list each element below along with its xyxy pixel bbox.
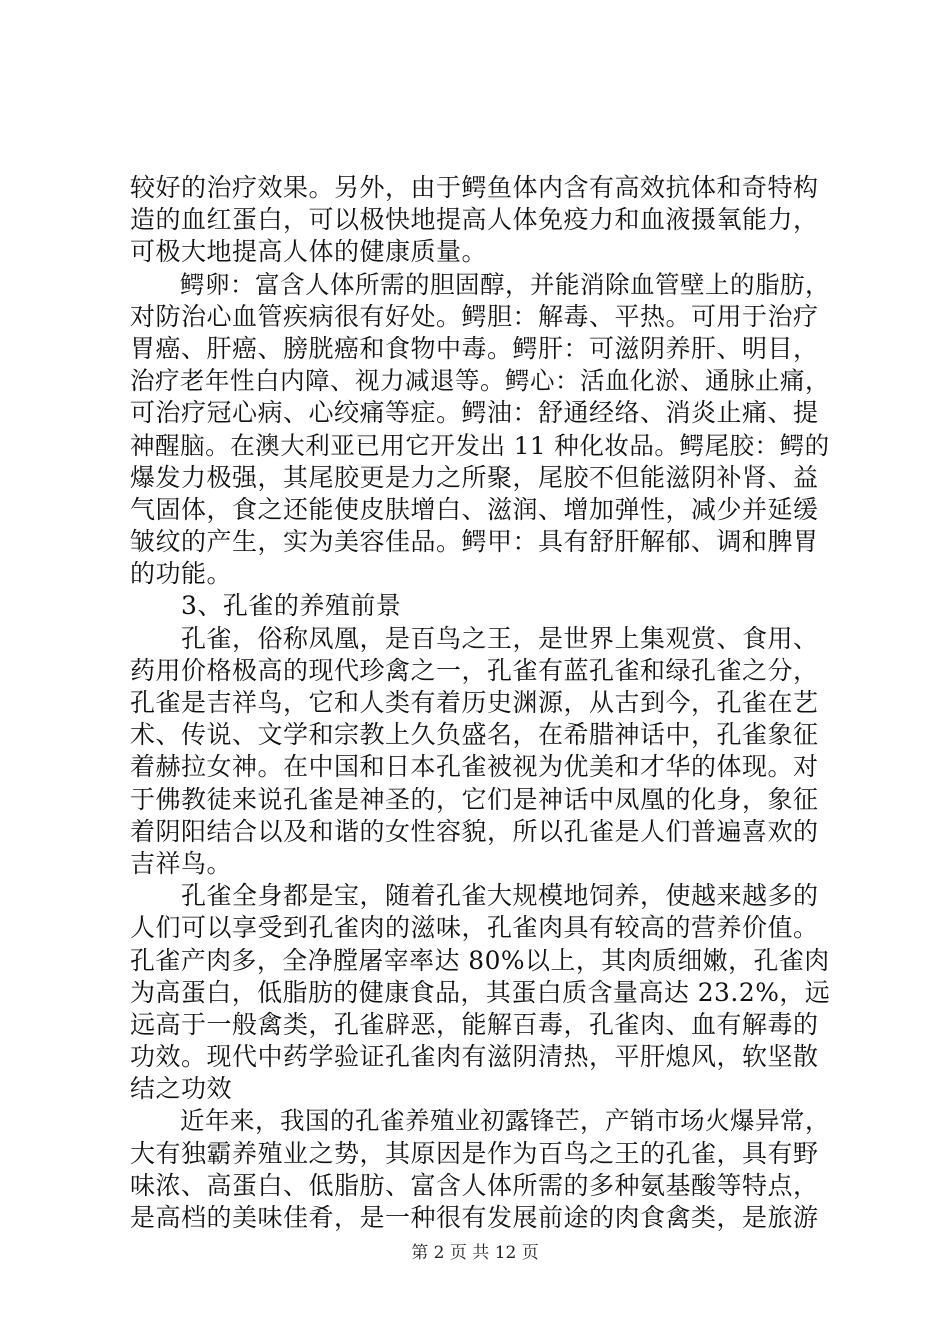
text-line: 着赫拉女神。在中国和日本孔雀被视为优美和才华的体现。对 — [130, 752, 819, 782]
text-line: 治疗老年性白内障、视力减退等。鳄心：活血化淤、通脉止痛， — [130, 366, 830, 396]
text-line: 是高档的美味佳肴，是一种很有发展前途的肉食禽类，是旅游 — [130, 1203, 819, 1232]
text-line: 为高蛋白，低脂肪的健康食品，其蛋白质含量高达 23.2%，远 — [130, 977, 831, 1007]
text-line: 结之功效 — [130, 1074, 233, 1104]
text-line: 吉祥鸟。 — [130, 848, 233, 878]
text-line: 近年来，我国的孔雀养殖业初露锋芒，产销市场火爆异常， — [130, 1106, 830, 1136]
text-line: 药用价格极高的现代珍禽之一，孔雀有蓝孔雀和绿孔雀之分， — [130, 655, 819, 685]
text-line: 味浓、高蛋白、低脂肪、富含人体所需的多种氨基酸等特点， — [130, 1170, 819, 1200]
text-line: 可极大地提高人体的健康质量。 — [130, 237, 488, 267]
text-line: 气固体，食之还能使皮肤增白、滋润、增加弹性，减少并延缓 — [130, 494, 819, 524]
text-line: 孔雀，俗称凤凰，是百鸟之王，是世界上集观赏、食用、 — [130, 623, 819, 653]
text-line: 着阴阳结合以及和谐的女性容貌，所以孔雀是人们普遍喜欢的 — [130, 816, 819, 846]
text-line: 人们可以享受到孔雀肉的滋味，孔雀肉具有较高的营养价值。 — [130, 913, 819, 943]
text-line: 皱纹的产生，实为美容佳品。鳄甲：具有舒肝解郁、调和脾胃 — [130, 527, 819, 557]
page-footer: 第 2 页 共 12 页 — [411, 1243, 539, 1263]
text-line: 孔雀产肉多，全净膛屠宰率达 80%以上，其肉质细嫩，孔雀肉 — [130, 945, 830, 975]
text-line: 可治疗冠心病、心绞痛等症。鳄油：舒通经络、消炎止痛、提 — [130, 398, 819, 428]
text-line: 神醒脑。在澳大利亚已用它开发出 11 种化妆品。鳄尾胶：鳄的 — [130, 430, 830, 460]
text-line: 3、孔雀的养殖前景 — [130, 591, 402, 621]
text-line: 造的血红蛋白，可以极快地提高人体免疫力和血液摄氧能力， — [130, 205, 819, 235]
text-line: 的功能。 — [130, 559, 233, 589]
text-line: 术、传说、文学和宗教上久负盛名，在希腊神话中，孔雀象征 — [130, 720, 819, 750]
text-line: 对防治心血管疾病很有好处。鳄胆：解毒、平热。可用于治疗 — [130, 301, 819, 331]
text-line: 孔雀是吉祥鸟，它和人类有着历史渊源，从古到今，孔雀在艺 — [130, 688, 819, 717]
text-line: 于佛教徒来说孔雀是神圣的，它们是神话中凤凰的化身，象征 — [130, 784, 819, 814]
text-line: 大有独霸养殖业之势，其原因是作为百鸟之王的孔雀，具有野 — [130, 1138, 819, 1168]
body-text — [130, 172, 830, 1234]
text-line: 鳄卵：富含人体所需的胆固醇，并能消除血管壁上的脂肪， — [130, 269, 830, 299]
text-line: 较好的治疗效果。另外，由于鳄鱼体内含有高效抗体和奇特构 — [130, 173, 819, 202]
text-line: 远高于一般禽类，孔雀辟恶，能解百毒，孔雀肉、血有解毒的 — [130, 1009, 819, 1039]
text-line: 爆发力极强，其尾胶更是力之所聚，尾胶不但能滋阴补肾、益 — [130, 462, 819, 492]
text-line: 胃癌、肝癌、膀胱癌和食物中毒。鳄肝：可滋阴养肝、明目， — [130, 333, 819, 363]
text-line: 孔雀全身都是宝，随着孔雀大规模地饲养，使越来越多的 — [130, 881, 819, 911]
text-line: 功效。现代中药学验证孔雀肉有滋阴清热，平肝熄风，软坚散 — [130, 1042, 819, 1072]
